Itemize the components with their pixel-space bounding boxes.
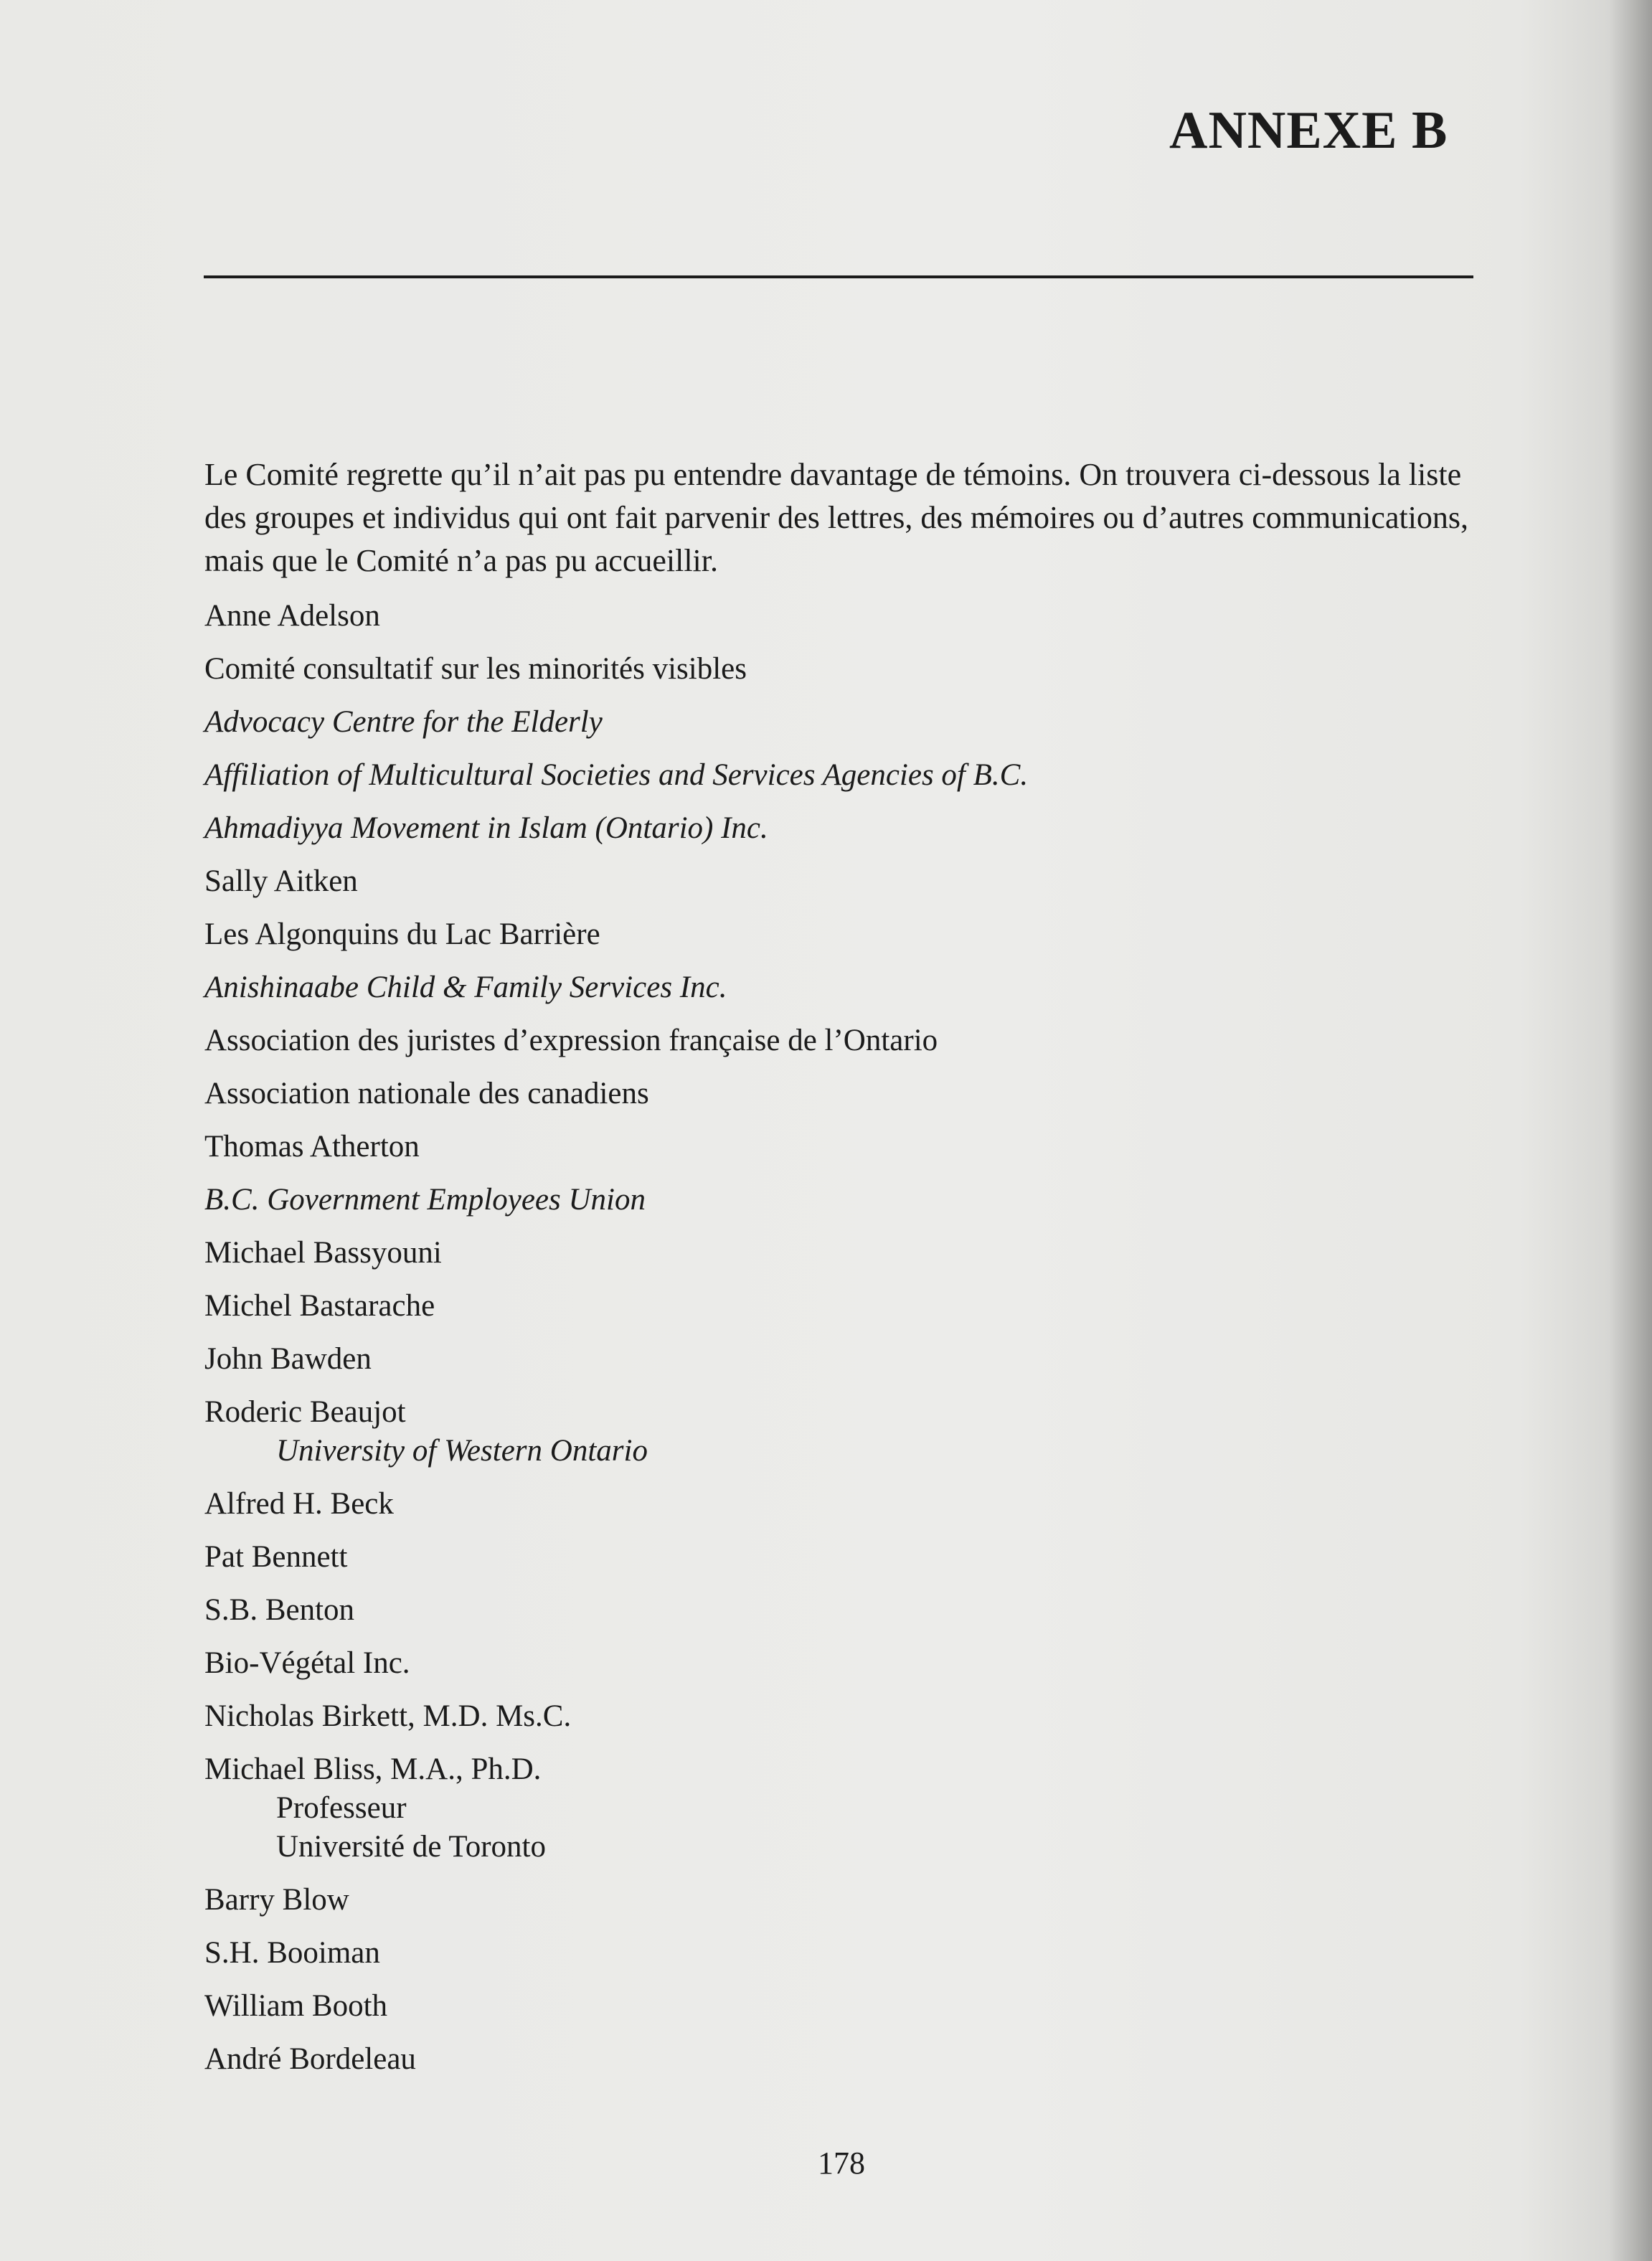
list-item: [204, 1538, 1481, 1577]
entry-name: Anishinaabe Child & Family Services Inc.: [204, 971, 727, 1004]
entry-name: Bio-Végétal Inc.: [204, 1646, 410, 1680]
binding-shadow: [1609, 0, 1652, 2261]
entry-name: Barry Blow: [204, 1883, 349, 1917]
list-item: [204, 1881, 1481, 1920]
list-item: [204, 862, 1481, 901]
list-item: [204, 915, 1481, 954]
entry-name: Association nationale des canadiens: [204, 1077, 649, 1110]
entry-name: S.H. Booiman: [204, 1936, 380, 1970]
entry-name: Thomas Atherton: [204, 1130, 420, 1163]
entry-name: Sally Aitken: [204, 864, 358, 898]
list-item: [204, 1987, 1481, 2026]
entry-name: Michael Bassyouni: [204, 1236, 442, 1270]
entry-name: Ahmadiyya Movement in Islam (Ontario) Inc.: [204, 811, 768, 845]
annex-heading: ANNEXE B: [1169, 101, 1448, 160]
entry-name: Roderic Beaujot: [204, 1395, 406, 1429]
entry-name: Comité consultatif sur les minorités visibles: [204, 652, 747, 686]
list-item: [204, 1393, 1481, 1471]
entry-name: Pat Bennett: [204, 1540, 348, 1574]
entry-name: Anne Adelson: [204, 599, 380, 633]
list-item: [204, 1485, 1481, 1524]
list-item: [204, 1234, 1481, 1273]
entry-name: B.C. Government Employees Union: [204, 1183, 646, 1217]
entry-name: André Bordeleau: [204, 2042, 416, 2076]
entry-name: S.B. Benton: [204, 1593, 355, 1627]
entry-name: Michael Bliss, M.A., Ph.D.: [204, 1752, 542, 1786]
list-item: [204, 1021, 1481, 1060]
list-item: [204, 968, 1481, 1007]
entry-affiliation: Université de Toronto: [276, 1830, 546, 1864]
list-item: [204, 1591, 1481, 1630]
list-item: [204, 1287, 1481, 1326]
heading-rule: [204, 275, 1473, 278]
entry-title: Professeur: [276, 1791, 407, 1825]
list-item: [204, 597, 1481, 636]
entry-name: Advocacy Centre for the Elderly: [204, 705, 603, 739]
entry-name: Affiliation of Multicultural Societies and Services Agencies of B.C.: [204, 758, 1029, 792]
list-item: [204, 1075, 1481, 1113]
entry-name: Alfred H. Beck: [204, 1487, 394, 1521]
list-item: [204, 809, 1481, 848]
entry-name: Les Algonquins du Lac Barrière: [204, 917, 600, 951]
entry-affiliation: University of Western Ontario: [276, 1434, 648, 1468]
list-item: [204, 1181, 1481, 1219]
entry-name: Association des juristes d’expression française de l’Ontario: [204, 1024, 938, 1057]
list-item: [204, 1340, 1481, 1379]
list-item: [204, 1934, 1481, 1973]
list-item: [204, 2040, 1481, 2079]
entry-name: William Booth: [204, 1989, 388, 2023]
list-item: [204, 1750, 1481, 1866]
intro-paragraph: Le Comité regrette qu’il n’ait pas pu entendre davantage de témoins. On trouvera ci-dessous la liste des groupes et individus qui ont fait parvenir des lettres, des mémoires ou d’autres communications, mais que le Comité n’a pas pu accueillir.: [204, 457, 1469, 578]
entry-name: Michel Bastarache: [204, 1289, 435, 1323]
page-number: 178: [818, 2146, 865, 2181]
entry-name: John Bawden: [204, 1342, 372, 1376]
list-item: [204, 1128, 1481, 1166]
list-item: [204, 703, 1481, 742]
list-item: [204, 650, 1481, 689]
list-item: [204, 1697, 1481, 1736]
list-item: [204, 756, 1481, 795]
submitters-list: [204, 597, 1481, 2093]
entry-name: Nicholas Birkett, M.D. Ms.C.: [204, 1699, 572, 1733]
list-item: [204, 1644, 1481, 1683]
